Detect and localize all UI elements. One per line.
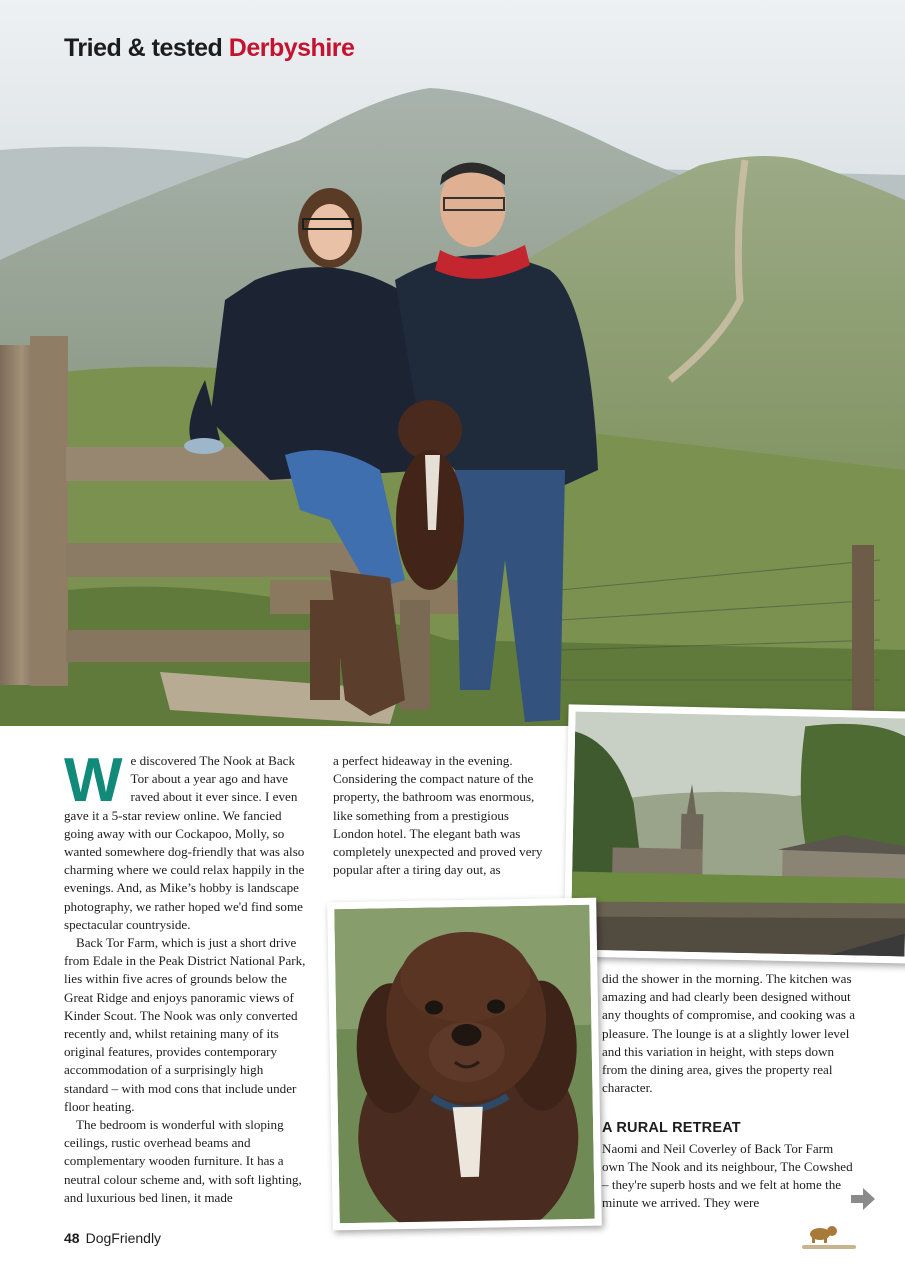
section-subheading: A RURAL RETREAT bbox=[602, 1120, 741, 1137]
village-photo bbox=[563, 704, 905, 963]
paragraph-5: did the shower in the morning. The kitchen was amazing and had clearly been designed without any thoughts of compromise, and cooking was a pleasure. The lounge is at a slightly lower level and this variation in height, with steps down from the dining area, gives the property real character. bbox=[602, 971, 856, 1096]
dogfriendly-logo bbox=[798, 1224, 860, 1252]
title-prefix: Tried & tested bbox=[64, 34, 223, 62]
page-title bbox=[64, 34, 354, 63]
paragraph-6: Naomi and Neil Coverley of Back Tor Farm own The Nook and its neighbour, The Cowshed – they're superb hosts and we felt at home the minute we arrived. They were bbox=[602, 1140, 853, 1211]
page-folio bbox=[64, 1230, 161, 1246]
dog-portrait-photo bbox=[327, 898, 602, 1231]
paragraph-2: Back Tor Farm, which is just a short drive from Edale in the Peak District National Park, lies within five acres of grounds below the Great Ridge and enjoys panoramic views of Kinder Scout. The Nook was only converted recently and, whilst retaining many of its original features, provides contemporary accommodation of a surprisingly high standard – with mod cons that include under floor heating. bbox=[64, 935, 306, 1114]
arrow-right-icon[interactable] bbox=[851, 1188, 875, 1210]
paragraph-1: e discovered The Nook at Back Tor about a year ago and have raved about it ever since. I even gave it a 5-star review online. We fancied going away with our Cockapoo, Molly, so wanted somewhere dog-friendly that was also charming where we could relax happily in the evenings. And, as Mike’s hobby is landscape photography, we rather hoped we'd find some spectacular countryside. bbox=[64, 753, 305, 932]
drop-cap: W bbox=[64, 746, 123, 815]
article-column-2 bbox=[333, 752, 546, 879]
title-accent: Derbyshire bbox=[228, 34, 355, 62]
paragraph-3: The bedroom is wonderful with sloping ceilings, rustic overhead beams and complementary wooden furniture. It has a neutral colour scheme and, with soft lighting, and luxurious bed linen, it made bbox=[64, 1117, 302, 1205]
magazine-name: DogFriendly bbox=[85, 1230, 162, 1246]
paragraph-4: a perfect hideaway in the evening. Considering the compact nature of the property, the bathroom was enormous, like something from a prestigious London hotel. The elegant bath was completely unexpected and proved very popular after a tiring day out, as bbox=[333, 753, 543, 878]
article-column-1 bbox=[64, 746, 309, 1207]
page-number: 48 bbox=[64, 1230, 80, 1246]
article-column-3 bbox=[602, 970, 857, 1212]
